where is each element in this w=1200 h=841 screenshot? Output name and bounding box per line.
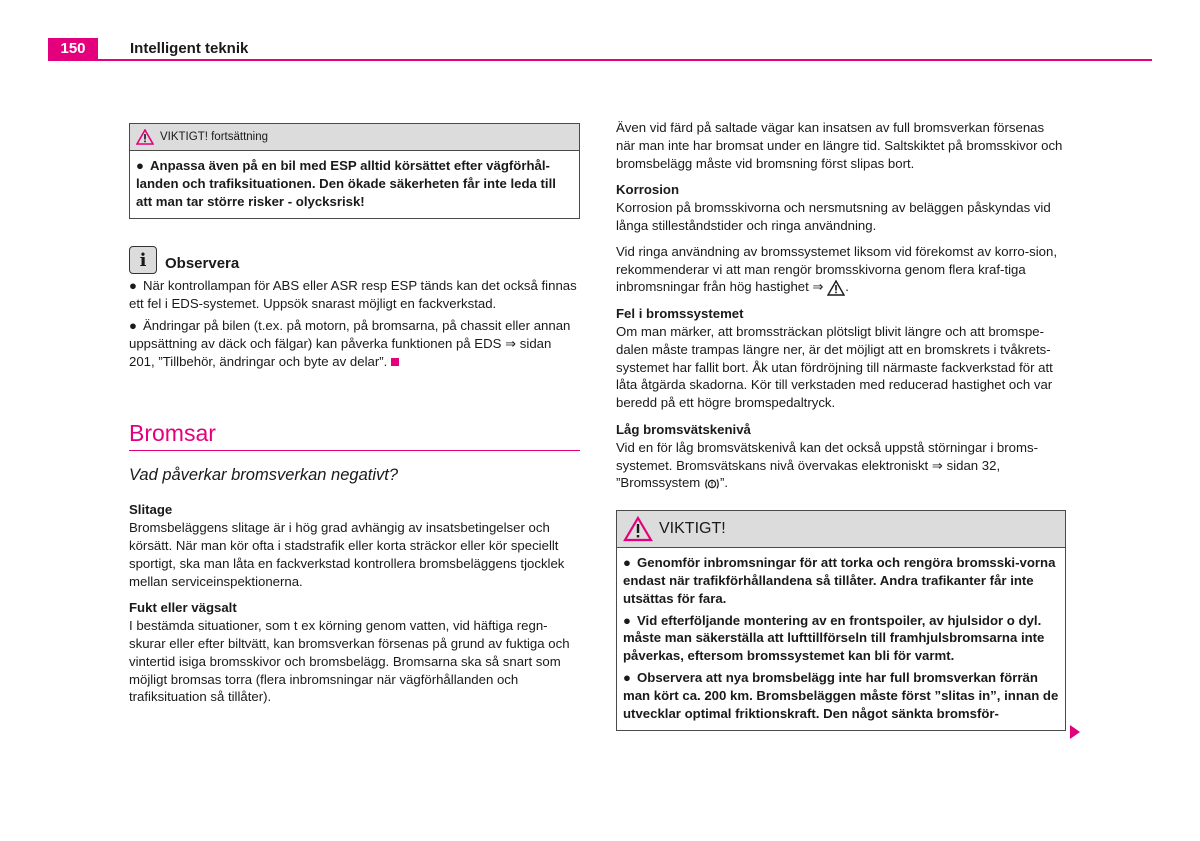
fault-paragraph: Om man märker, att bromssträckan plötsligt blivit längre och att bromspe-dalen måste trampas längre ner, är det möjligt att en bromskrets i tvåkrets-systemet har fallit bort. Åk utan fördröjning till närmaste fackverkstad för att låta åtgärda skadorna. Kör till verkstaden med reducerad hastighet och var beredd på ett högre bromspedaltryck. xyxy=(616,323,1053,411)
warning-triangle-icon xyxy=(623,516,653,542)
warning-label: VIKTIGT! xyxy=(659,520,726,538)
wear-paragraph: Bromsbeläggens slitage är i hög grad avhängig av insatsbetingelser och körsätt. När man kör ofta i stadstrafik eller korta sträckor eller kör speciellt sportigt, ska man låta en fackverkstad kontrollera bromsbeläggens tjocklek mellan serviceinspektionerna. xyxy=(129,520,565,589)
corrosion-paragraph-2: Vid ringa användning av bromssystemet liksom vid förekomst av korro-sion, rekommenderar vi att man rengör bromsskivorna genom flera kraf-tiga inbromsningar från hög hastighet ⇒ . xyxy=(616,243,1057,295)
fluid-heading: Låg bromsvätskenivå xyxy=(616,421,751,437)
page-number: 150 xyxy=(48,38,98,60)
note-title: Observera xyxy=(165,254,240,272)
section-title: Bromsar xyxy=(129,420,580,451)
note-header xyxy=(129,246,580,274)
warning-continued-box xyxy=(129,123,580,219)
warning-box xyxy=(616,510,1066,731)
right-column xyxy=(616,119,1066,731)
note-item: ● När kontrollampan för ABS eller ASR resp ESP tänds kan det också finnas ett fel i EDS-systemet. Uppsök snarast möjligt en fackverkstad. xyxy=(129,278,577,312)
corrosion-paragraph-1: Korrosion på bromsskivorna och nersmutsning av beläggen påskyndas vid långa stilleståndstider och ringa användning. xyxy=(616,200,1051,233)
warning-item: ● Vid efterföljande montering av en frontspoiler, av hjulsidor o dyl. måste man säkerställa att lufttillförseln till framhjulsbromsarna inte påverkas, eftersom bromssystemet kan bli för varmt. xyxy=(623,612,1045,664)
continue-arrow-icon xyxy=(1070,725,1080,739)
page-header xyxy=(48,38,1152,62)
warning-continued-header xyxy=(130,124,579,151)
info-icon: i xyxy=(129,246,157,274)
warning-item: ● Observera att nya bromsbelägg inte har full bromsverkan förrän man kört ca. 200 km. Bromsbeläggen måste först ”slitas in”, innan de utvecklar optimal friktionskraft. Den något sänkta bromsför- xyxy=(623,669,1059,721)
note-body xyxy=(129,277,580,370)
corrosion-heading: Korrosion xyxy=(616,182,680,198)
warning-body xyxy=(617,548,1065,730)
salt-paragraph: Även vid färd på saltade vägar kan insatsen av full bromsverkan försenas när man inte har bromsat under en längre tid. Saltskiktet på bromsskivor och bromsbelägg måste vid bromsning först slipas bort. xyxy=(616,120,1063,171)
moisture-paragraph: I bestämda situationer, som t ex körning genom vatten, vid häftiga regn-skurar eller efter biltvätt, kan bromsverkan försenas på grund av fuktiga och vintertid isiga bromsskivor och bromsbelägg. Bromsarna ska så snart som möjligt bromsas torra (flera inbromsningar när vägförhållanden och trafiksituation så tillåter). xyxy=(129,618,570,705)
left-column xyxy=(129,123,580,706)
note-item: ● Ändringar på bilen (t.ex. på motorn, på bromsarna, på chassit eller annan uppsättning av däck och fälgar) kan påverka funktionen på EDS ⇒ sidan 201, ”Tillbehör, ändringar och byte av delar”. xyxy=(129,317,571,369)
fluid-paragraph: Vid en för låg bromsvätskenivå kan det också uppstå störningar i broms-systemet. Bromsvätskans nivå övervakas elektroniskt ⇒ sidan 32, ”Bromssystem ”. xyxy=(616,439,1038,491)
warning-item: ● Anpassa även på en bil med ESP alltid körsättet efter vägförhål-landen och trafiksituationen. Den ökade säkerheten får inte leda till att man tar större risker - olycksrisk! xyxy=(136,158,556,209)
moisture-heading: Fukt eller vägsalt xyxy=(129,600,237,616)
warning-triangle-icon xyxy=(827,280,845,296)
warning-header xyxy=(617,511,1065,548)
header-rule xyxy=(48,59,1152,61)
chapter-title: Intelligent teknik xyxy=(130,40,249,57)
fault-heading: Fel i bromssystemet xyxy=(616,306,744,322)
section-subtitle: Vad påverkar bromsverkan negativt? xyxy=(129,466,399,485)
warning-triangle-icon xyxy=(136,129,154,145)
wear-heading: Slitage xyxy=(129,502,173,518)
warning-continued-label: VIKTIGT! fortsättning xyxy=(160,131,269,143)
end-of-section-marker xyxy=(391,358,399,366)
warning-item: ● Genomför inbromsningar för att torka och rengöra bromsski-vorna endast när trafikförhållandena så tillåter. Andra trafikanter får inte utsättas för fara. xyxy=(623,555,1056,606)
brake-warning-icon xyxy=(704,478,720,490)
warning-continued-body xyxy=(130,151,579,218)
